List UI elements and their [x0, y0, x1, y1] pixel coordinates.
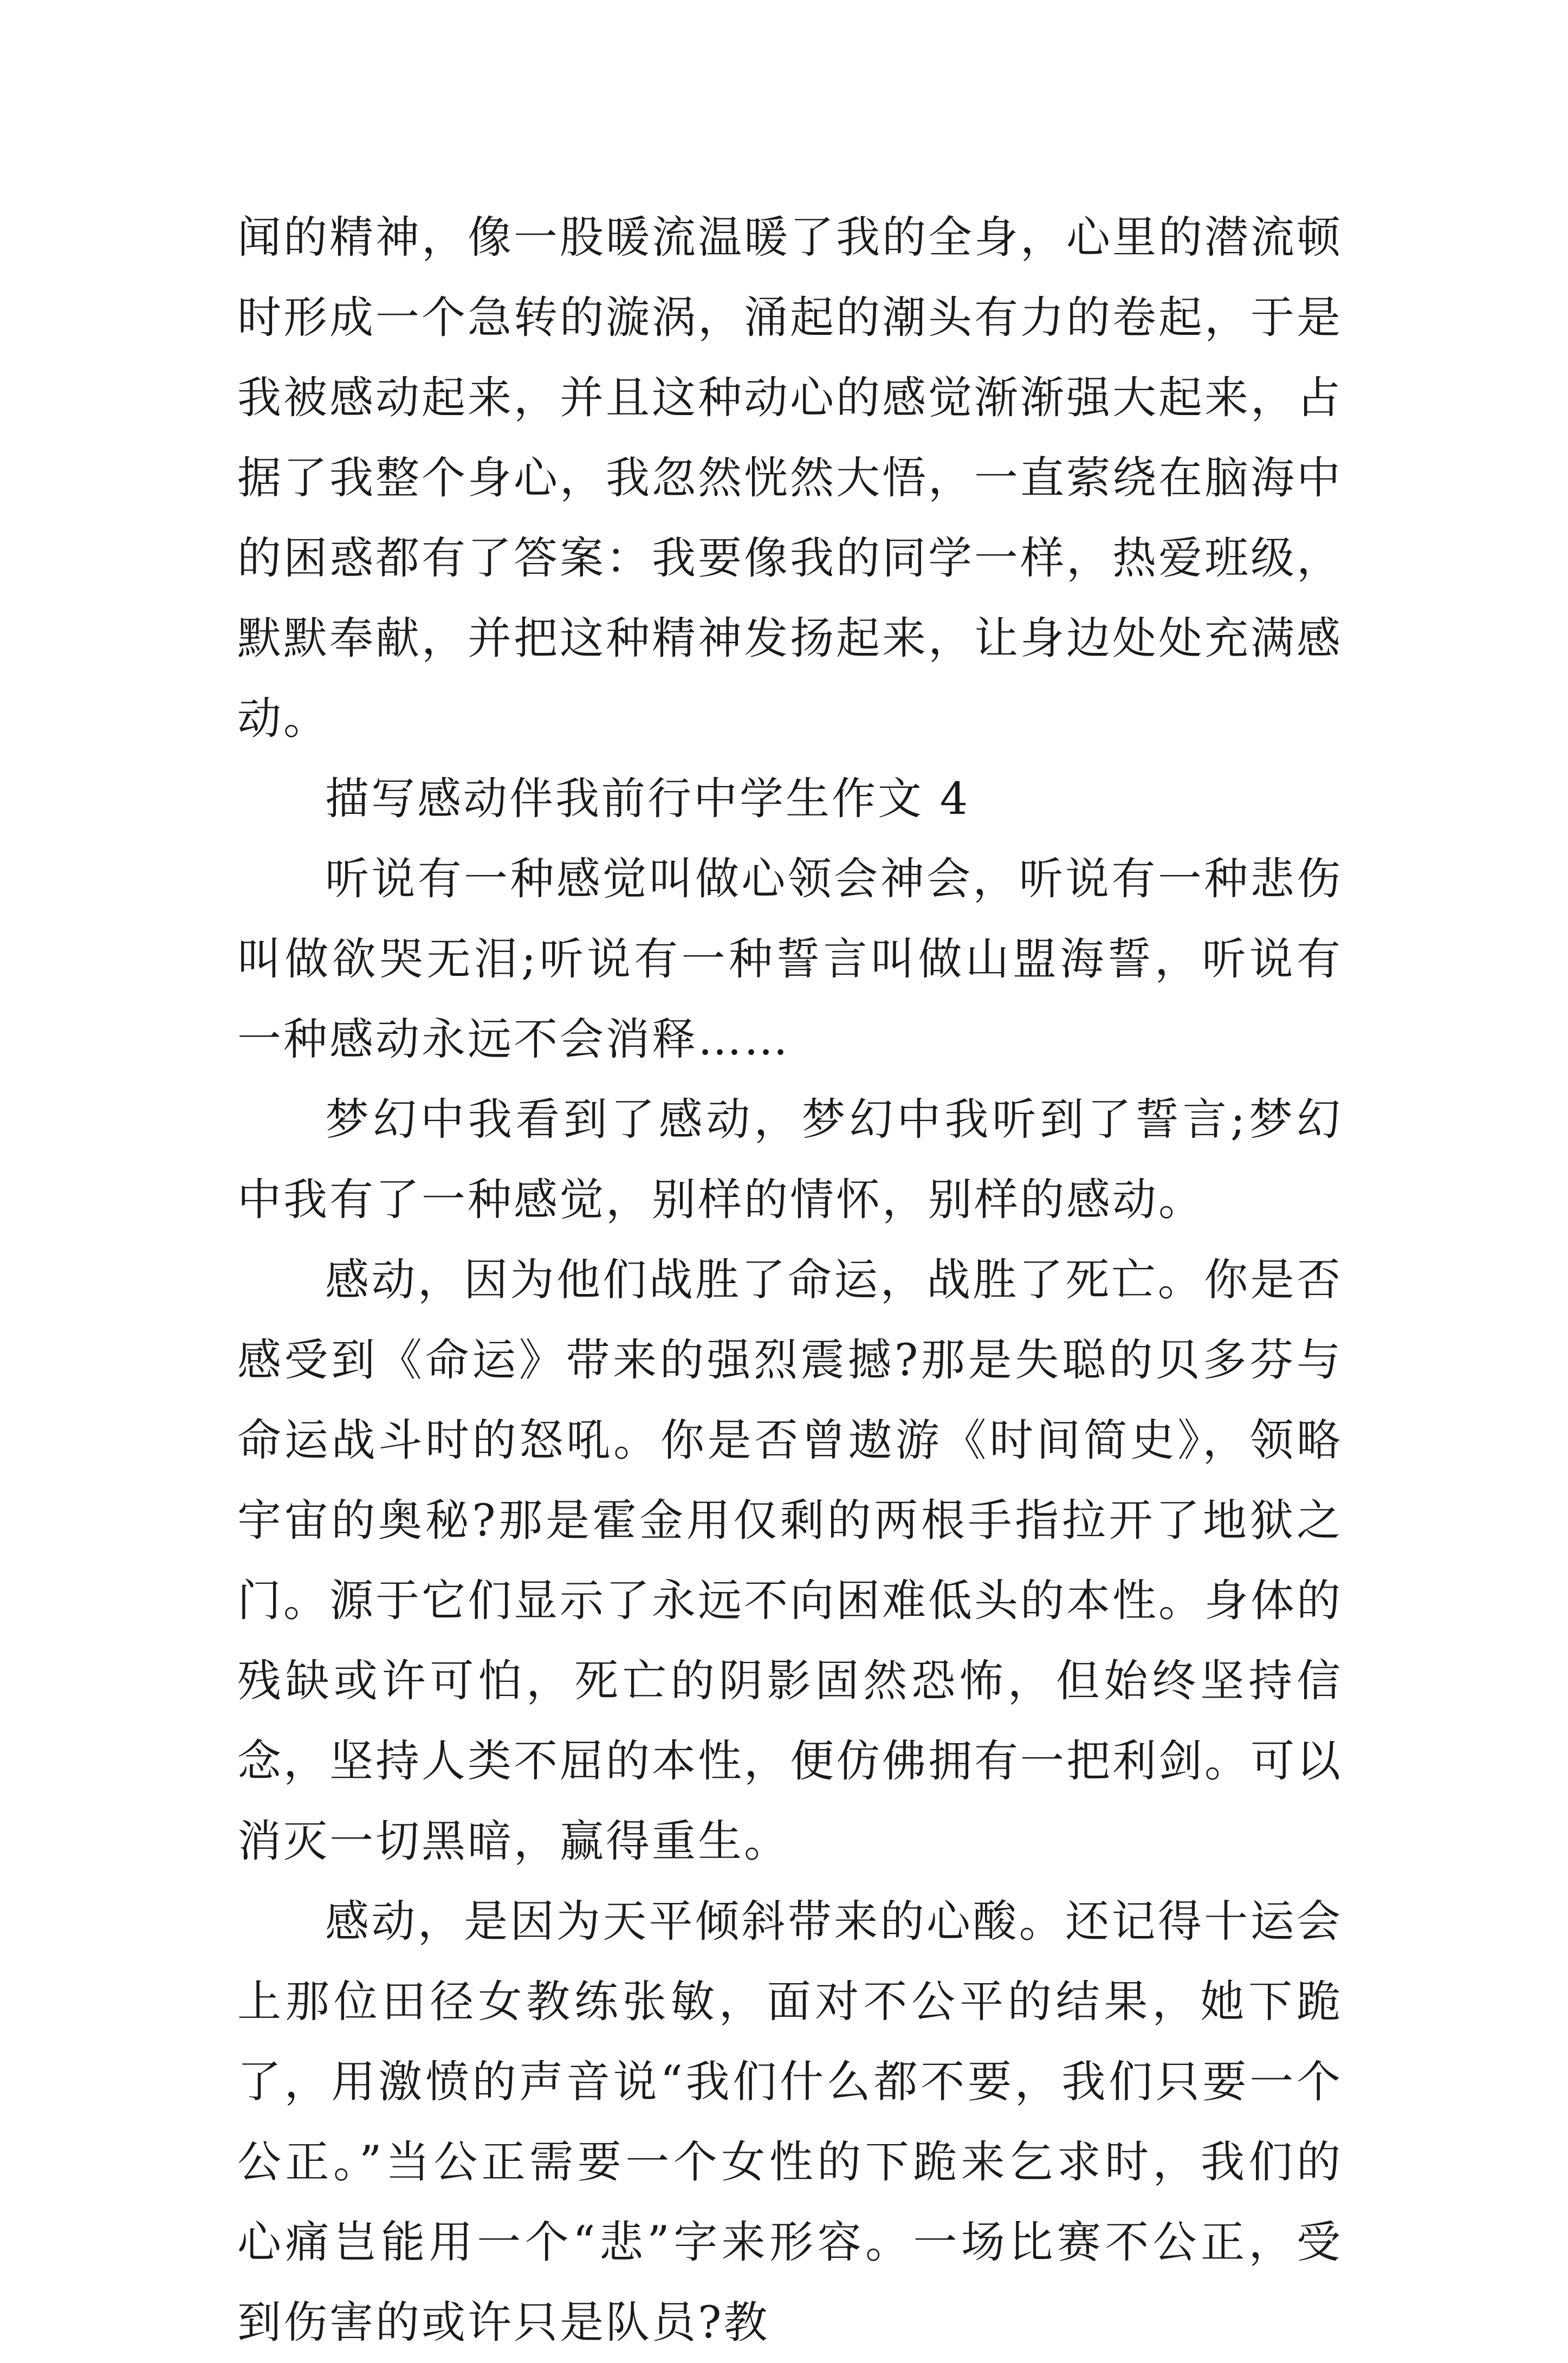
- document-body: [237, 198, 1343, 2363]
- paragraph: 感动，因为他们战胜了命运，战胜了死亡。你是否感受到《命运》带来的强烈震撼?那是失聪的贝多芬与命运战斗时的怒吼。你是否曾遨游《时间简史》，领略宇宙的奥秘?那是霍金用仅剩的两根手指拉开了地狱之门。源于它们显示了永远不向困难低头的本性。身体的残缺或许可怕，死亡的阴影固然恐怖，但始终坚持信念，坚持人类不屈的本性，便仿佛拥有一把利剑。可以消灭一切黑暗，赢得重生。: [237, 1255, 1343, 1867]
- section-heading: 描写感动伴我前行中学生作文 4: [325, 774, 970, 825]
- paragraph-continued: 闻的精神，像一股暖流温暖了我的全身，心里的潜流顿时形成一个急转的漩涡，涌起的潮头有力的卷起，于是我被感动起来，并且这种动心的感觉渐渐强大起来，占据了我整个身心，我忽然恍然大悟，一直萦绕在脑海中的困惑都有了答案：我要像我的同学一样，热爱班级，默默奉献，并把这种精神发扬起来，让身边处处充满感动。: [237, 212, 1343, 744]
- paragraph: 听说有一种感觉叫做心领会神会，听说有一种悲伤叫做欲哭无泪;听说有一种誓言叫做山盟海誓，听说有一种感动永远不会消释……: [237, 854, 1343, 1065]
- paragraph: 梦幻中我看到了感动，梦幻中我听到了誓言;梦幻中我有了一种感觉，别样的情怀，别样的感动。: [237, 1095, 1343, 1226]
- paragraph: 感动，是因为天平倾斜带来的心酸。还记得十运会上那位田径女教练张敏，面对不公平的结果，她下跪了，用激愤的声音说“我们什么都不要，我们只要一个公正。”当公正需要一个女性的下跪来乞求时，我们的心痛岂能用一个“悲”字来形容。一场比赛不公正，受到伤害的或许只是队员?教: [237, 1896, 1343, 2348]
